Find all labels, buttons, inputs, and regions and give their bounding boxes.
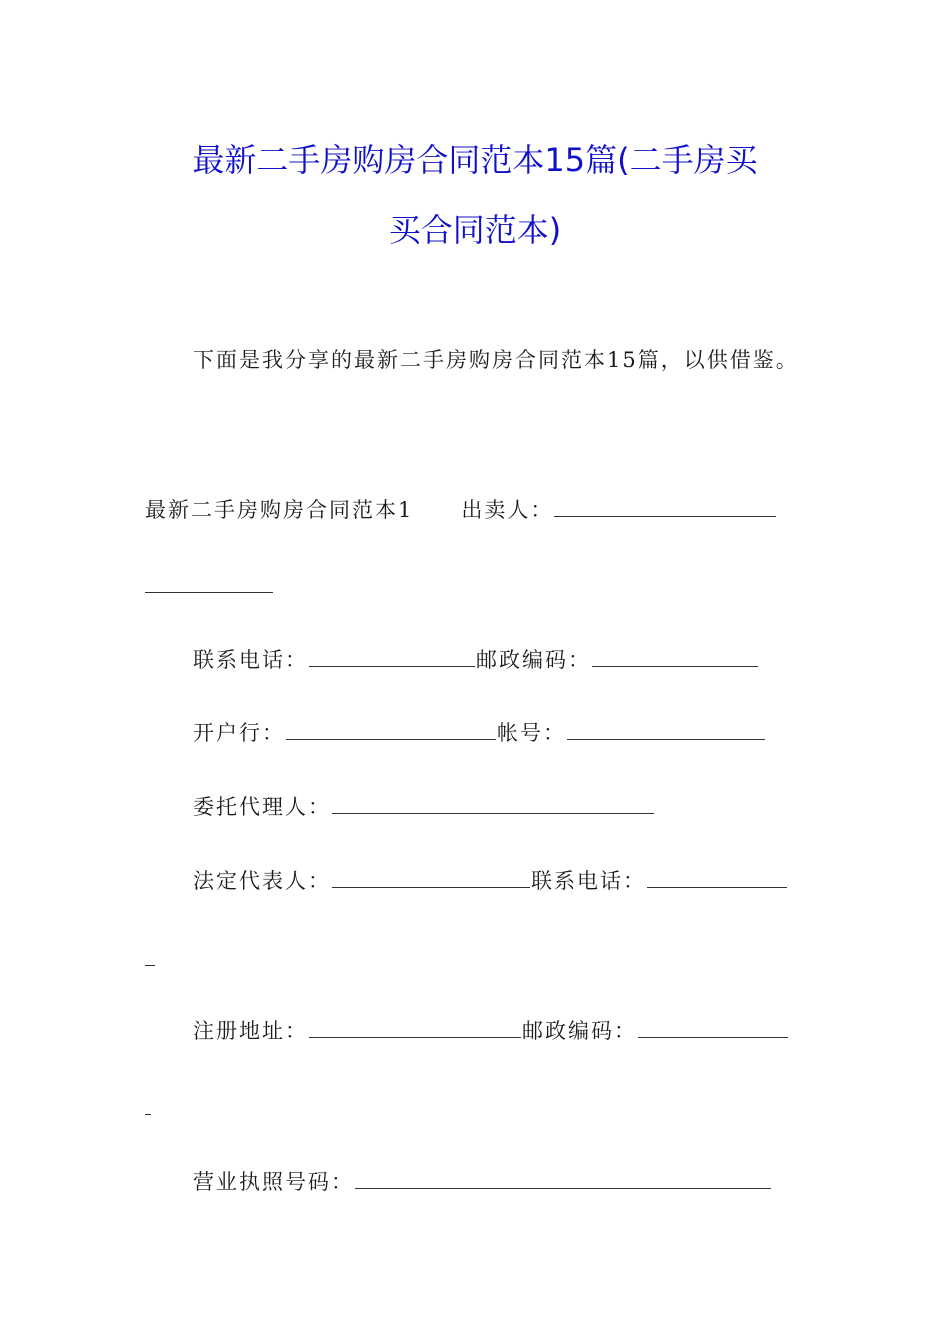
intro-paragraph: 下面是我分享的最新二手房购房合同范本15篇，以供借鉴。 — [193, 348, 799, 372]
seller-label: 出卖人： — [461, 498, 554, 522]
document-title-line-1: 最新二手房购房合同范本15篇(二手房买 — [192, 141, 758, 179]
contact-row — [193, 645, 759, 675]
reg-address-row — [193, 1016, 789, 1046]
agent-row — [193, 792, 655, 822]
contact-phone-2-blank-continuation[interactable] — [145, 965, 155, 966]
bank-row — [193, 718, 766, 748]
reg-address-blank[interactable] — [309, 1017, 521, 1038]
postal-code-2-blank-continuation[interactable] — [145, 1114, 151, 1115]
agent-label: 委托代理人： — [193, 795, 331, 819]
document-title-line-2: 买合同范本) — [388, 211, 562, 249]
contact-phone-blank[interactable] — [309, 646, 475, 667]
reg-address-label: 注册地址： — [193, 1019, 308, 1043]
postal-code-blank[interactable] — [592, 646, 758, 667]
section-1-heading: 最新二手房购房合同范本1 — [145, 498, 414, 522]
legal-rep-row — [193, 866, 788, 896]
agent-blank[interactable] — [332, 793, 654, 814]
license-blank[interactable] — [355, 1168, 771, 1189]
bank-label: 开户行： — [193, 721, 285, 745]
license-label: 营业执照号码： — [193, 1170, 354, 1194]
contact-phone-2-blank[interactable] — [647, 867, 787, 888]
seller-blank-continuation[interactable] — [145, 592, 273, 593]
bank-blank[interactable] — [286, 719, 496, 740]
legal-rep-blank[interactable] — [332, 867, 530, 888]
account-label: 帐号： — [497, 721, 566, 745]
seller-blank[interactable] — [554, 496, 776, 517]
account-blank[interactable] — [567, 719, 765, 740]
section-1-row — [145, 495, 777, 525]
legal-rep-label: 法定代表人： — [193, 869, 331, 893]
contact-phone-label: 联系电话： — [193, 648, 308, 672]
postal-code-2-blank[interactable] — [638, 1017, 788, 1038]
postal-code-label: 邮政编码： — [476, 648, 591, 672]
postal-code-2-label: 邮政编码： — [522, 1019, 637, 1043]
license-row — [193, 1167, 772, 1197]
contact-phone-2-label: 联系电话： — [531, 869, 646, 893]
